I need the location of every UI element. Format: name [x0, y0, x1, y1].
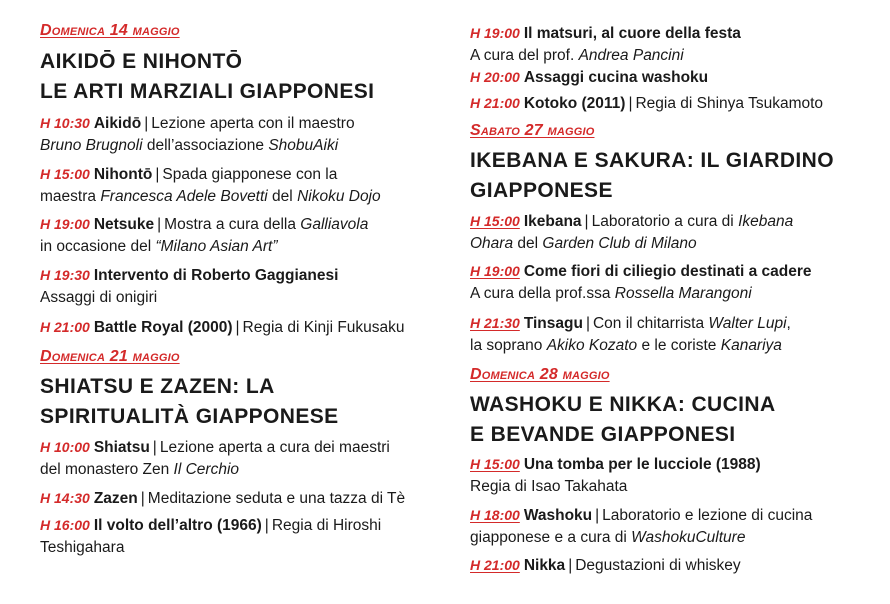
separator: | — [155, 166, 160, 183]
event-person: Rossella Marangoni — [614, 285, 752, 302]
event-item — [470, 554, 741, 577]
event-item — [470, 22, 741, 67]
event-desc: maestra — [40, 188, 101, 205]
event-org: Nikoku Dojo — [297, 188, 381, 205]
event-desc: Laboratorio e lezione di cucina — [602, 507, 813, 524]
title-line: LE ARTI MARZIALI GIAPPONESI — [40, 80, 375, 103]
event-item — [40, 316, 405, 339]
separator: | — [157, 216, 162, 233]
event-desc: Laboratorio a cura di — [591, 213, 739, 230]
event-org: Kanariya — [720, 337, 782, 354]
event-desc: Lezione aperta a cura dei maestri — [159, 439, 390, 456]
event-desc: Regia di Isao Takahata — [470, 478, 628, 495]
separator: | — [595, 507, 600, 524]
event-name: Nihontō — [93, 166, 153, 183]
event-desc: Con il chitarrista — [592, 315, 709, 332]
event-name: Zazen — [93, 490, 138, 507]
separator: | — [152, 439, 157, 456]
event-time: H 19:00 — [40, 216, 90, 232]
event-item — [470, 312, 791, 357]
title-line: SHIATSU E ZAZEN: LA — [40, 375, 275, 398]
event-item — [470, 66, 708, 89]
event-org: Ikebana — [738, 213, 794, 230]
event-desc: giapponese e a cura di — [470, 529, 632, 546]
event-item — [40, 213, 368, 258]
event-org: Galliavola — [300, 216, 369, 233]
event-desc: Regia di Kinji Fukusaku — [242, 319, 405, 336]
event-time: H 19:00 — [470, 263, 520, 279]
event-time: H 19:00 — [470, 25, 520, 41]
event-name: Tinsagu — [523, 315, 583, 332]
event-name: Aikidō — [93, 115, 142, 132]
separator: | — [264, 517, 269, 534]
event-name: Il volto dell’altro (1966) — [93, 517, 262, 534]
event-desc: Regia di Shinya Tsukamoto — [635, 95, 824, 112]
event-desc: Regia di Hiroshi — [271, 517, 382, 534]
event-desc: Lezione aperta con il maestro — [151, 115, 355, 132]
section-title — [40, 372, 339, 432]
event-name: Una tomba per le lucciole (1988) — [523, 456, 761, 473]
event-desc: la soprano — [470, 337, 547, 354]
event-desc: e le coriste — [637, 337, 721, 354]
event-desc: A cura del prof. — [470, 47, 579, 64]
event-desc: Assaggi di onigiri — [40, 289, 158, 306]
section-date: Domenica 21 maggio — [40, 348, 180, 365]
event-item — [470, 453, 761, 498]
event-item — [40, 112, 355, 157]
event-desc: A cura della prof.ssa — [470, 285, 615, 302]
section-date: Domenica 28 maggio — [470, 366, 610, 383]
event-org: Ohara — [470, 235, 514, 252]
event-person: Andrea Pancini — [578, 47, 684, 64]
event-name: Il matsuri, al cuore della festa — [523, 25, 741, 42]
event-name: Washoku — [523, 507, 593, 524]
section-date: Sabato 27 maggio — [470, 122, 595, 139]
event-name: Kotoko (2011) — [523, 95, 626, 112]
event-org: ShobuAiki — [268, 137, 339, 154]
section-title — [40, 47, 374, 107]
event-desc: del — [513, 235, 543, 252]
separator: | — [584, 213, 589, 230]
event-time: H 18:00 — [470, 507, 520, 523]
section-date: Domenica 14 maggio — [40, 22, 180, 39]
event-time: H 10:30 — [40, 115, 90, 131]
event-person: Akiko Kozato — [546, 337, 638, 354]
event-time: H 15:00 — [470, 213, 520, 229]
title-line: IKEBANA E SAKURA: IL GIARDINO — [470, 149, 834, 172]
event-item — [470, 504, 812, 549]
event-org: WashokuCulture — [631, 529, 746, 546]
event-time: H 15:00 — [470, 456, 520, 472]
event-item — [40, 436, 390, 481]
event-item — [470, 92, 823, 115]
event-person: Walter Lupi — [708, 315, 787, 332]
separator: | — [568, 557, 573, 574]
event-item — [470, 260, 812, 305]
separator: | — [144, 115, 149, 132]
event-desc: in occasione del — [40, 238, 156, 255]
event-desc: del — [267, 188, 298, 205]
title-line: GIAPPONESE — [470, 179, 613, 202]
event-desc: del monastero Zen — [40, 461, 174, 478]
event-name: Come fiori di ciliegio destinati a cadere — [523, 263, 812, 280]
title-line: E BEVANDE GIAPPONESI — [470, 423, 736, 446]
separator: | — [628, 95, 633, 112]
event-time: H 21:30 — [470, 315, 520, 331]
event-time: H 21:00 — [470, 95, 520, 111]
title-line: SPIRITUALITÀ GIAPPONESE — [40, 405, 339, 428]
section-title — [470, 146, 834, 206]
section-title — [470, 390, 776, 450]
event-desc: Degustazioni di whiskey — [575, 557, 741, 574]
event-name: Assaggi cucina washoku — [523, 69, 709, 86]
event-time: H 19:30 — [40, 267, 90, 283]
event-time: H 14:30 — [40, 490, 90, 506]
event-name: Shiatsu — [93, 439, 150, 456]
event-item — [40, 264, 338, 309]
event-name: Netsuke — [93, 216, 155, 233]
event-person: Bruno Brugnoli — [40, 137, 143, 154]
event-time: H 10:00 — [40, 439, 90, 455]
event-name: Nikka — [523, 557, 566, 574]
event-name: Intervento di Roberto Gaggianesi — [93, 267, 339, 284]
event-desc: dell’associazione — [142, 137, 269, 154]
separator: | — [140, 490, 145, 507]
event-time: H 21:00 — [470, 557, 520, 573]
event-item — [40, 514, 381, 559]
event-desc: , — [786, 315, 791, 332]
event-desc: Spada giapponese con la — [162, 166, 338, 183]
event-desc: Teshigahara — [40, 539, 125, 556]
event-org: Garden Club di Milano — [542, 235, 697, 252]
event-org: Il Cerchio — [173, 461, 240, 478]
event-name: Ikebana — [523, 213, 582, 230]
event-item — [40, 487, 405, 510]
event-person: Francesca Adele Bovetti — [100, 188, 268, 205]
separator: | — [235, 319, 240, 336]
event-desc: Mostra a cura della — [164, 216, 301, 233]
event-item — [40, 163, 381, 208]
separator: | — [585, 315, 590, 332]
event-desc: Meditazione seduta e una tazza di Tè — [147, 490, 406, 507]
event-item — [470, 210, 793, 255]
event-time: H 15:00 — [40, 166, 90, 182]
event-time: H 21:00 — [40, 319, 90, 335]
event-time: H 16:00 — [40, 517, 90, 533]
title-line: WASHOKU E NIKKA: CUCINA — [470, 393, 776, 416]
event-org: “Milano Asian Art” — [155, 238, 278, 255]
event-name: Battle Royal (2000) — [93, 319, 233, 336]
title-line: AIKIDŌ E NIHONTŌ — [40, 50, 243, 73]
event-time: H 20:00 — [470, 69, 520, 85]
